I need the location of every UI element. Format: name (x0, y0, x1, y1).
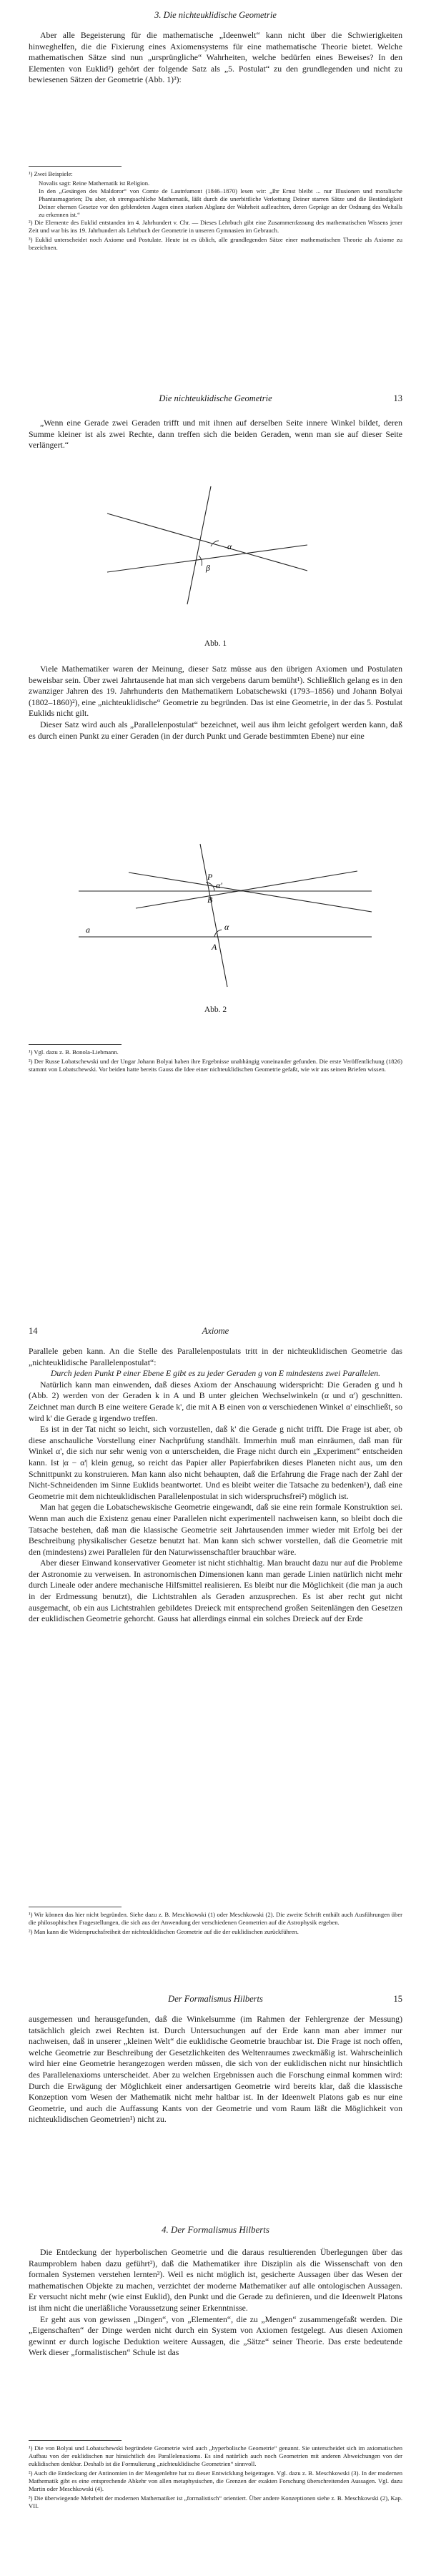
figure-1 (0, 465, 431, 636)
paragraph: Natürlich kann man einwenden, daß dieses Axiom der Anschauung widerspricht: Die Geraden g und h (Abb. 2) werden von der Geraden k in A und B unter gleichen Wechselwinkeln (α und α') geschnitten. Zeichnet man durch B eine weitere Gerade k', die mit A B einen von α verschiedenen Winkel α' einschließt, so wird k' die Gerade g irgendwo treffen. (29, 1379, 402, 1423)
footnote: In den „Gesängen des Maldoror“ von Comte de Lautréamont (1846–1870) lesen wir: „Ihr Ernst bleibt ... nur Illusionen und moralische Phantasmagorien; Du aber, oh strengsachliche Mathematik, läßt durch die unerbittliche Verkettung Deiner starren Sätze und die Beständigkeit Deiner ehernen Gesetze vor den geblendeten Augen einen starken Abglanz der Wahrheit aufleuchten, deren Gepräge an der Ordnung des Weltalls zu erkennen ist.“ (39, 187, 402, 218)
footnote: ²) Der Russe Lobatschewski und der Ungar Johann Bolyai haben ihre Ergebnisse unabhängig voneinander gefunden. Die erste Veröffentlichung (1826) stammt von Lobatschewski. Vor beiden hatte bereits Gauss die Idee einer nichteuklidischen Geometrie gefaßt, wie wir aus seinen Briefen wissen. (29, 1058, 402, 1073)
footnote-rule (29, 2440, 122, 2441)
postulate-quote (29, 418, 402, 451)
page-number: 14 (29, 1326, 38, 1336)
footnote: ¹) Wir können das hier nicht begründen. Siehe dazu z. B. Meschkowski (1) oder Meschkowski (2). Die zweite Schrift enthält auch Ausführungen über die philosophischen Fragestellungen, die sich aus der Anwendung der verschiedenen Geometrien auf die Astrophysik ergeben. (29, 1911, 402, 1926)
header-title: Axiome (202, 1326, 229, 1336)
paragraph: Parallele geben kann. An die Stelle des Parallelenpostulats tritt in der nichteuklidischen Geometrie das „nichteuklidische Parallelenpostulat“: (29, 1346, 402, 1367)
page-number: 13 (393, 393, 402, 403)
paragraph: Die Entdeckung der hyperbolischen Geometrie und die daraus resultierenden Überlegungen über das Raumproblem haben dazu geführt²), daß die Mathematiker ihre Disziplin als die Wissenschaft von den formalen Systemen verstehen lernten³). Weil es nicht möglich ist, gesicherte Aussagen über das Wesen der mathematischen Objekte zu machen, verzichtet der moderne Mathematiker auf alle ontologischen Aussagen. Er versucht nicht mehr (wie einst Euklid), den Punkt und die Gerade zu definieren, und die Ideenwelt Platons ist ihm nicht die unerläßliche Voraussetzung seiner Erkenntnisse. (29, 2247, 402, 2313)
footnote: Novalis sagt: Reine Mathematik ist Religion. (39, 180, 150, 187)
header-title: Der Formalismus Hilberts (168, 1994, 263, 2004)
footnotes (29, 170, 402, 253)
paragraph: Man hat gegen die Lobatschewskische Geometrie eingewandt, daß sie eine rein formale Konstruktion sei. Wenn man auch die Existenz genau einer Parallelen nicht experimentell nachweisen kann, so bleibt doch die Tatsache bestehen, daß man die klassische Geometrie seit Jahrtausenden immer wieder mit Erfolg bei der Beschreibung physikalischer Gesetze benutzt hat. Man kann sich schwer vorstellen, daß die Geometrie mit den (mindestens) zwei Parallelen für den Naturwissenschaftler brauchbar wäre. (29, 1502, 402, 1557)
page-14 (0, 1316, 431, 1974)
figure-1-diagram (0, 465, 431, 636)
footnote: ¹) Vgl. dazu z. B. Bonola-Liebmann. (29, 1048, 119, 1056)
figure-2-caption: Abb. 2 (204, 1006, 227, 1014)
footnotes (29, 2444, 402, 2512)
alpha-label: α (224, 922, 229, 932)
running-header (29, 393, 402, 404)
paragraph: Es ist in der Tat nicht so leicht, sich vorzustellen, daß k' die Gerade g nicht trifft. Die Frage ist aber, ob diese anschauliche Vorstellung einer Nachprüfung standhält. Immerhin muß man einräumen, daß man für Winkel α', die sich nur sehr wenig von α unterscheiden, die Frage nicht durch ein „Experiment“ entscheiden kann. Ist |α − α'| klein genug, so reicht das Papier aller Papierfabriken dieses Planeten nicht aus, um den Schnittpunkt zu konstruieren. Man kann also nicht behaupten, daß die Erfahrung die Frage nach der Zahl der Nicht-Schneidenden im Sinne Euklids beantwortet. Und es bleibt weiter die Tatsache zu bedenken¹), daß eine Geometrie mit dem nichteuklidischen Parallelenpostulat in sich widerspruchsfrei²) möglich ist. (29, 1424, 402, 1501)
footnote: ³) Euklid unterscheidet noch Axiome und Postulate. Heute ist es üblich, alle grundlegenden Sätze einer mathematischen Theorie als Axiome zu bezeichnen. (29, 236, 402, 251)
page-12 (0, 0, 431, 372)
paragraph: Dieser Satz wird auch als „Parallelenpostulat“ bezeichnet, weil aus ihm leicht gefolgert werden kann, daß es durch einen Punkt zu einer Geraden (in der durch Punkt und Gerade bestimmten Ebene) nur eine (29, 719, 402, 741)
postulate: Durch jeden Punkt P einer Ebene E gibt es zu jeder Geraden g von E mindestens zwei Parallelen. (50, 1368, 381, 1379)
footnote-rule (29, 1044, 122, 1045)
running-header (29, 10, 402, 21)
paragraph: Aber alle Begeisterung für die mathematische „Ideenwelt“ kann nicht über die Schwierigkeiten hinweghelfen, die die Fixierung eines Axiomensystems für eine mathematische Theorie bietet. Welche mathematischen Sätze sind nun „ursprüngliche“ Wahrheiten, welche bedürfen eines Beweises? In den Elementen von Euklid²) gehört der folgende Satz als „5. Postulat“ zu den grundlegenden und nicht zu bewiesenen Sätzen der Geometrie (Abb. 1)³): (29, 30, 402, 85)
footnote-rule (29, 166, 122, 167)
body-text (29, 1346, 402, 1625)
paragraph: Aber dieser Einwand konservativer Geometer ist nicht stichhaltig. Man braucht dazu nur auf die Probleme der Astronomie zu verweisen. In astronomischen Dimensionen kann man gerade Linien natürlich nicht mehr durch Lineale oder andere mechanische Hilfsmittel realisieren. Es bleibt nur die Möglichkeit (die man ja auch in der Erdmessung benutzt), die Lichtstrahlen als Geraden anzusprechen. Es ist aber recht gut nicht ausgemacht, ob ein aus Lichtstrahlen gebildetes Dreieck mit entsprechend großen Seitenlängen den Gesetzen der euklidischen Geometrie gehorcht. Gauss hat allerdings einmal ein solches Dreieck auf der Erde (29, 1558, 402, 1624)
page-number: 15 (393, 1994, 402, 2004)
paragraph: Viele Mathematiker waren der Meinung, dieser Satz müsse aus den übrigen Axiomen und Postulaten beweisbar sein. Über zwei Jahrtausende hat man sich vergebens darum bemüht¹). Schließlich gelang es in den zwanziger Jahren des 19. Jahrhunderts den Mathematikern Lobatschewski (1793–1856) und Johann Bolyai (1802–1860)²), eine „nichteuklidische“ Geometrie zu begründen. Das ist eine Geometrie, in der das 5. Postulat Euklids nicht gilt. (29, 664, 402, 719)
alpha-prime-label: α' (216, 880, 222, 890)
running-header (29, 1326, 402, 1337)
figure-2 (0, 822, 431, 1001)
page-13 (0, 386, 431, 1309)
paragraph: Er geht aus von gewissen „Dingen“, von „Elementen“, die zu „Mengen“ zusammengefaßt werden. Die „Eigenschaften“ der Dinge werden nicht durch ein System von Axiomen festgelegt. Aus diesen Axiomen gewinnt er durch logische Deduktion weitere Aussagen, die „Sätze“ seiner Theorie. Das erste bedeutende Werk dieser „formalistischen“ Schule ist das (29, 2314, 402, 2358)
point-B-label: B (207, 895, 213, 905)
page-15 (0, 1988, 431, 2576)
section-title: 4. Der Formalismus Hilberts (162, 2224, 269, 2235)
running-header (29, 1994, 402, 2005)
footnote: ²) Auch die Entdeckung der Antinomien in der Mengenlehre hat zu dieser Entwicklung beigetragen. Vgl. dazu z. B. Meschkowski (3). In der modernen Mathematik gibt es eine entsprechende Abkehr von allen metaphysischen, die Grenzen der exakten Forschung überschreitenden Aussagen. Vgl. dazu Martin oder Meschkowski (4). (29, 2469, 402, 2492)
body-text (29, 664, 402, 742)
point-A-label: A (212, 942, 217, 952)
figure-2-diagram (0, 822, 431, 1001)
header-title: 3. Die nichteuklidische Geometrie (154, 10, 277, 20)
header-title: Die nichteuklidische Geometrie (159, 393, 272, 403)
footnote: ¹) Die von Bolyai und Lobatschewski begründete Geometrie wird auch „hyperbolische Geometrie“ genannt. Sie unterscheidet sich im axiomatischen Aufbau von der euklidischen nur hinsichtlich des Parallelenaxioms. Es sind natürlich auch noch Geometrien mit anderen Abweichungen von der euklidischen denkbar. Deshalb ist die Formulierung „nichteuklidische Geometrien“ sinnvoll. (29, 2444, 402, 2467)
body-text (29, 2247, 402, 2359)
figure-1-caption: Abb. 1 (204, 639, 227, 648)
footnote: ²) Die Elemente des Euklid entstanden im 4. Jahrhundert v. Chr. — Dieses Lehrbuch gibt eine Zusammenfassung des mathematischen Wissens jener Zeit und war bis ins 19. Jahrhundert als Lehrbuch der Geometrie in unseren Gymnasien im Gebrauch. (29, 219, 402, 234)
footnote: ³) Die überwiegende Mehrheit der modernen Mathematiker ist „formalistisch“ orientiert. Über andere Konzeptionen siehe z. B. Meschkowski (2), Kap. VII. (29, 2494, 402, 2509)
point-P-label: P (207, 872, 213, 882)
footnotes (29, 1048, 402, 1075)
quote-text: „Wenn eine Gerade zwei Geraden trifft und mit ihnen auf derselben Seite innere Winkel bildet, deren Summe kleiner ist als zwei Rechte, dann treffen sich die beiden Geraden, wenn man sie auf dieser Seite verlängert.“ (29, 418, 402, 451)
body-text (29, 30, 402, 86)
footnotes (29, 1911, 402, 1937)
footnote: ²) Man kann die Widerspruchsfreiheit der nichteuklidischen Geometrie auf die der euklidischen zurückführen. (29, 1928, 299, 1935)
alpha-label: α (227, 541, 232, 551)
beta-label: β (206, 563, 210, 573)
body-text (29, 2014, 402, 2125)
line-a-label: a (86, 925, 90, 935)
footnote: ¹) Zwei Beispiele: (29, 170, 73, 177)
paragraph: ausgemessen und herausgefunden, daß die Winkelsumme (im Rahmen der Fehlergrenze der Messung) tatsächlich gleich zwei Rechten ist. Durch Untersuchungen auf der Erde kann man aber immer nur nachweisen, daß in unserer „kleinen Welt“ die euklidische Geometrie brauchbar ist. Die Frage ist noch offen, welche Geometrie zur Beschreibung der Gesetzlichkeiten des Weltenraumes zweckmäßig ist. Wahrscheinlich wird hier eine Geometrie herangezogen werden müssen, die sich von der euklidischen nicht nur hinsichtlich des Parallelenaxioms unterscheidet. Aber zu welchen Ergebnissen auch die Forschung einmal kommen wird: Durch die Erwägung der Möglichkeit einer andersartigen Geometrie wird bereits klar, daß die klassische Konzeption vom Wesen der Mathematik nicht mehr haltbar ist. In der Ideenwelt Platons gab es nur eine Geometrie, und auch die Auffassung Kants von der Geometrie und vom Raum läßt die Möglichkeit von nichteuklidischen Geometrien¹) nicht zu. (29, 2014, 402, 2125)
